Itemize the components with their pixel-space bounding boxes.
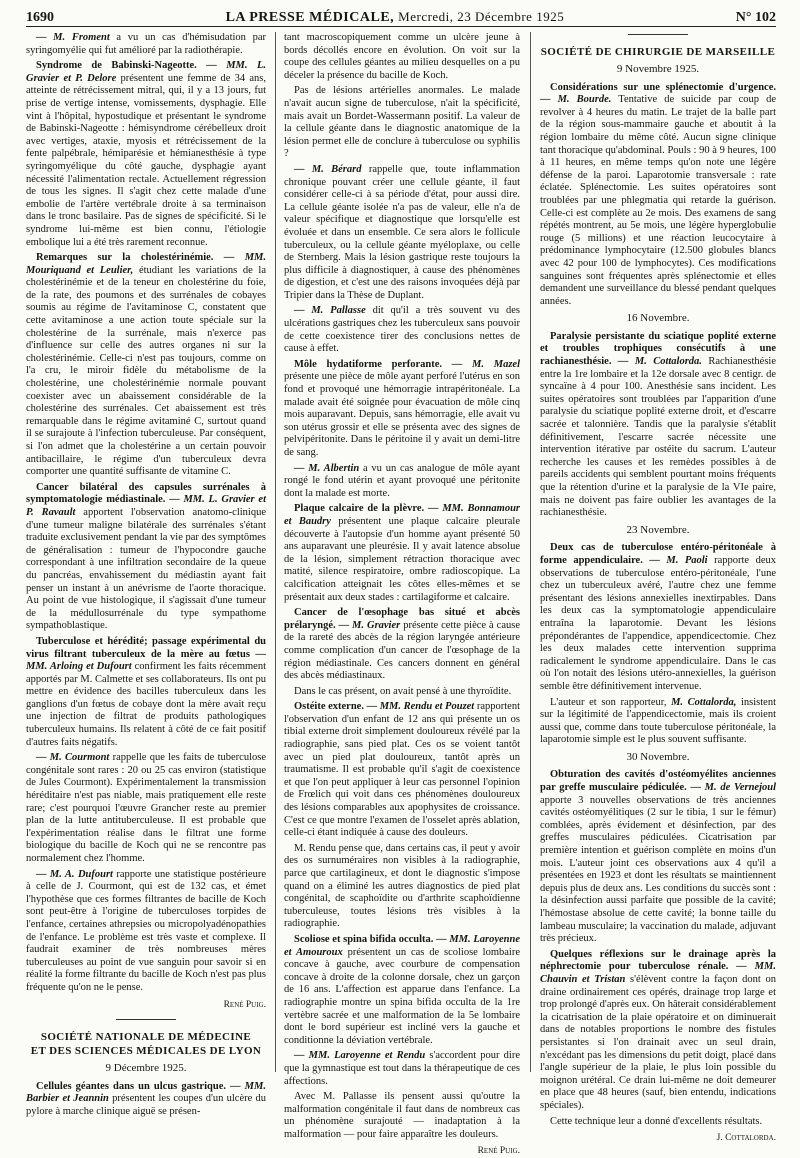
article-title: Syndrome de Babinski-Nageotte.	[36, 60, 197, 72]
section-title-line: SOCIÉTÉ NATIONALE DE MÉDECINE	[40, 1031, 252, 1044]
paragraph: Dans le cas présent, on avait pensé à une thyroïdite.	[294, 685, 512, 697]
paragraph-text: insistent sur la légitimité de l'appendicectomie, mais ils croient aussi que, comme dans toute tuberculose péritonéale, la laparotomie simple est le plus souvent suffisante.	[540, 696, 776, 746]
article-text: Tentative de suicide par coup de revolver à 4 heures du matin. Le trajet de la balle part de la région sous-mammaire gauche et aboutit à la région lombaire du même côté. Aucun signe clinique tant thoracique qu'abdominal. Pouls : 90 à 9 heures, 100 à 11 heures, en même temps qu'on note une légère défense de la paroi. Laparotomie transversale : rate éclatée. Splénectomie. Les suites opératoires sont troublées par une phlegmatia qui retarde la guérison. Celle-ci est complète au 2e mois. Des examens de sang répétés montrent, au 5e mois, une légère hyperglobulie rouge (5 millions) et une réaction leucocytaire à prédominance lymphocytaire (12.500 globules blancs avec 42 pour 100 de lymphocytes). Ces modifications sanguines sont fréquentes après splénectomie et elles demandent une surveillance du blessé pendant quelques années.	[540, 94, 776, 307]
section-date: 23 Novembre.	[626, 523, 690, 536]
paragraph	[284, 164, 520, 303]
section-date: 30 Novembre.	[626, 750, 690, 763]
author-names: — M. Mazel	[442, 358, 520, 370]
article	[540, 331, 776, 520]
article-title: Considérations sur une splénectomie d'urgence.	[550, 81, 776, 93]
author-names: — M. Albertin	[294, 462, 360, 474]
column-1	[26, 32, 267, 1117]
paragraph-text: a vu un cas analogue de môle ayant rongé le fond utérin et ayant provoqué une péritonite dont la malade est morte.	[284, 462, 521, 499]
section-title-line: ET DES SCIENCES MÉDICALES DE LYON	[30, 1045, 262, 1058]
paragraph: tant macroscopiquement comme un ulcère jeune à bords décollés encore en évolution. On voit sur la coupe des cellules géantes au milieu desquelles on a pu déceler la présence du bacille de Koch.	[284, 32, 520, 81]
paragraph-text: dit qu'il a très souvent vu des ulcérations gastriques chez les tuberculeux sans pouvoir de cette coexistence tirer des conclusions nettes de cause à effet.	[284, 305, 520, 355]
paragraph	[26, 752, 266, 865]
author-names: — M. Froment	[36, 32, 110, 43]
column-2	[284, 32, 521, 1157]
article	[26, 636, 266, 749]
paragraph: Pas de lésions artérielles anormales. Le malade n'avait aucun signe de tuberculose, n'ait la spécificité, mais avait un Bordet-Wassermann positif. La valeur de la cellule géante dans le diagnostic anatomique de la lésion permet elle de conclure à tuberculose ou syphilis ?	[284, 85, 520, 160]
issue-date: Mercredi, 23 Décembre 1925	[398, 9, 565, 24]
article-text: apporte 3 nouvelles observations de très anciennes cavités ostéomyélitiques (2 sur le tibia, 1 sur le fémur) comblées, après évidement et désinfection, par des greffes musculaires pédiculées. Cicatrisation par première intention et guérison complète en moins d'un mois. L'auteur joint ces observations aux 4 qu'il a présentées en 1923 et dont les résultats se maintiennent depuis plus de deux ans. Les conditions du succès sont : la désinfection aussi parfaite que possible de la cavité; l'hémostase absolue de cette cavité; la bonne taille du lambeau musculaire; la vaccination du malade, adjuvant très précieux.	[540, 794, 776, 945]
paragraph: M. Rendu pense que, dans certains cas, il peut y avoir des os surnuméraires non visibles à la radiographie, parce que cartilagineux, et dont le diagnostic s'impose quand on a éliminé les autres diagnostics de pied plat congénital, de scaphoïdite ou d'arthrite scaphoïdienne tuberculeuse, toutes lésions très visibles à la radiographie.	[284, 842, 520, 930]
article-text: rapporte deux observations de tuberculose entéro-péritonéale, l'une chez un tuberculeux avéré, l'autre chez une femme présentant des lésions annexielles inextirpables. Dans les deux cas la symptomatologie appendiculaire entraîna la laparotomie. Devant les lésions prépondérantes de l'appendice, appendicectomie. Chez les deux malades cette intervention supprima radicalement le syndrome appendiculaire. Dans le cas où l'on notait des lésions utéro-annexielles, la guérison semble être définitivement intervenue.	[540, 554, 776, 692]
section-date: 16 Novembre.	[626, 312, 690, 325]
article	[26, 1081, 266, 1119]
author-names: — M. Pallasse	[294, 305, 366, 317]
paragraph: Cette technique leur a donné d'excellents résultats.	[550, 1115, 763, 1127]
article	[540, 769, 776, 945]
signature: René Puig.	[223, 999, 266, 1010]
author-names: — MM. Laroyenne et Rendu	[294, 1050, 426, 1062]
author-names: — MM. Bonnamour et Baudry	[284, 503, 520, 527]
article-title: Scoliose et spina bifida occulta.	[294, 933, 434, 945]
article	[26, 252, 266, 479]
paragraph-text: L'auteur et son rapporteur,	[550, 696, 672, 708]
author-names: — M. Paoli	[642, 554, 708, 566]
article-title: Paralysie persistante du sciatique poplité externe et troubles trophiques consécutifs à une rachianesthésie.	[540, 330, 776, 368]
article	[26, 60, 266, 249]
paragraph	[26, 32, 266, 57]
author-names: — MM. Mouriquand et Leulier,	[26, 252, 266, 276]
paragraph-text: rappelle que, toute inflammation chronique pouvant créer une cellule géante, il faut considérer celle-ci à sa période d'état, pour aussi dire. La cellule géante isolée n'a pas de valeur, elle n'a de valeur spécifique et diagnostique que lorsqu'elle est évoluée et dans un ensemble. Ce sera alors le follicule tuberculeux, ou la cellule géante myéloplaxe, ou celle de Sternberg. Mais la lésion gastrique reste toujours la plus difficile à diagnostiquer, à cause des phénomènes de digestion, et c'est une des raisons invoquées déjà par Tripier dans la Thèse de Duplant.	[284, 163, 520, 301]
author-names: — M. Bérard	[294, 163, 362, 175]
article-title: Môle hydatiforme perforante.	[294, 358, 443, 370]
article	[284, 701, 520, 840]
article	[284, 359, 520, 460]
page-number: 1690	[26, 10, 54, 25]
article-text: présente cette pièce à cause de la rareté des abcès de la région laryngée antérieure comme complication d'un cancer de l'œsophage de la région médiastinale. Ces cancers donnent en général des abcès médiastinaux.	[284, 619, 520, 682]
article-title: Quelques réflexions sur le drainage après la néphrectomie pour tuberculose rénale.	[540, 948, 776, 973]
paragraph	[284, 463, 520, 501]
column-rule-2	[530, 32, 531, 1072]
article-text: présentent un cas de scoliose lombaire concave à gauche, avec courbure de compensation concave à droite de la colonne dorsale, chez un garçon de 16 ans. L'affection est apparue dans l'enfance. La radiographie montre un spina bifida occulta de la 1re vertèbre sacrée et une malformation de la 5e lombaire dont le bord supérieur est incliné vers la gauche et conditionne la déviation vertébrale.	[284, 946, 520, 1046]
article-title: Plaque calcaire de la plèvre.	[294, 503, 425, 515]
article	[26, 482, 266, 633]
journal-name: LA PRESSE MÉDICALE,	[225, 10, 395, 25]
author-names: — M. Gravier	[335, 619, 401, 631]
article-title: Ostéite externe.	[294, 701, 364, 713]
paragraph: Avec M. Pallasse ils pensent aussi qu'outre la malformation congénitale il faut dans de nombreux cas un phénomène surajouté — inadaptation à la malformation — pour faire apparaître les douleurs.	[284, 1091, 520, 1140]
article-text: confirment les faits récemment apportés par M. Calmette et ses collaborateurs. Ils ont pu mettre en évidence des bacilles tuberculeux dans les ganglions d'un fœtus de cobaye dont la mère avait reçu une injection de filtrat de produits pathologiques tuberculeux humains. Ils relatent à côté de ce fait positif d'autres faits négatifs.	[26, 661, 266, 748]
author-names: — M. de Vernejoul	[686, 782, 776, 794]
paragraph	[540, 697, 776, 747]
article-title: Tuberculose et hérédité; passage expérimental du virus filtrant tuberculeux de la mère au fœtus	[26, 635, 266, 660]
article	[284, 503, 520, 604]
section-date: 9 Novembre 1925.	[616, 63, 700, 75]
author-names: — MM. Laroyenne et Amouroux	[284, 933, 520, 958]
author-names: — M. Courmont	[36, 752, 110, 764]
article	[284, 607, 520, 683]
section-title	[26, 1030, 266, 1058]
article-title: Deux cas de tuberculose entéro-péritonéale à forme appendiculaire.	[540, 542, 776, 566]
section-title: SOCIÉTÉ DE CHIRURGIE DE MARSEILLE	[540, 46, 776, 58]
article-title: Cancer de l'œsophage bas situé et abcès prélaryngé.	[284, 607, 520, 631]
paragraph-text: rappelle que les faits de tuberculose congénitale sont rares : 20 ou 25 cas environ (statistique de Jules Courmont). Expérimentalement la transmission héréditaire n'est pas niable, mais pratiquement elle reste rare; c'est pourquoi l'œuvre Grancher reste au premier plan de la lutte antituberculeuse. Il est probable que l'expérimentation réalise dans le filtrat une forme biologique du bacille de Koch qui ne se rencontre pas normalement chez l'homme.	[26, 752, 266, 864]
section-divider	[628, 34, 688, 35]
paragraph	[284, 1050, 520, 1088]
paragraph	[26, 869, 266, 995]
article-text: présentent les coupes d'un ulcère du pylore à marche clinique aiguë se présen-	[26, 1093, 266, 1117]
page-header	[26, 4, 776, 27]
issue-number: N° 102	[735, 10, 776, 25]
author-names: — MM. Rendu et Pouzet	[363, 701, 475, 713]
author-names: M. Cottalorda,	[671, 696, 737, 708]
journal-title	[226, 9, 565, 26]
column-rule-1	[275, 32, 276, 1072]
article-text: présente une pièce de môle ayant perforé l'utérus en son fond et provoqué une hémorragie intrapéritonéale. La malade avait été soignée pour évacuation de môle cinq mois auparavant. Depuis, sans hémorragie, elle avait vu son utérus grossir et elle se présenta avec des signes de pelvipéritonite. Dans le péritoine il y avait un demi-litre de sang.	[284, 371, 520, 458]
article-text: s'élèvent contre la façon dont on draine ordinairement ces opérés, drainage trop large et trop prolongé d'après eux. On hâterait considérablement la cicatrisation de la plaie opératoire et on diminuerait dans de notables proportions le nombre des fistules persistantes si l'on drainait avec un seul drain, n'excédant pas les dimensions du petit doigt, placé dans l'angle supérieur de la plaie, le plus loin possible du moignon urétéral. Ce drain lui-même ne doit demeurer en place que 48 heures (sauf, bien entendu, indications spéciales).	[540, 973, 776, 1111]
author-names: — MM. L. Gravier et P. Delore	[26, 60, 266, 84]
article-text: présentent une plaque calcaire pleurale découverte à l'autopsie d'un homme ayant présenté 50 ans auparavant une pleurésie. Il y avait latence absolue de la lésion, simplement rétraction thoracique avec matité, silence respiratoire, ombre radioscopique. La calcification atteignait les côtes elles-mêmes et se présentait aux deux stades : cartilagiforme et calcaire.	[284, 515, 520, 603]
article-text: étudiant les variations de la cholestérinémie et de la teneur en cholestérine du foie, de la rate, des poumons et des surrénales de cobayes soumis au régime de l'avitaminose C, constatent que cette avitaminose a une action toute spéciale sur la cholestérine de la surrénale, mais n'exerce pas d'influence sur celle des autres organes ni sur la cholestérinémie. Celle-ci n'est pas toujours, comme on l'a cru, le miroir fidèle du métabolisme de la cholestérine, une cholestérinémie normale pouvant coexister avec un abaissement considérable de la cholestérine des surrénales. Cet abaissement est très remarquable dans le régime avitaminé C, surtout quand il se surajoute à l'infection tuberculeuse. Par conséquent, si l'on admet que la cholestérine a un certain pouvoir antibacillaire, le régime d'un tuberculeux devra comporter une quantité suffisante de vitamine C.	[26, 264, 266, 478]
column-3	[540, 32, 776, 1144]
author-names: — M. A. Dufourt	[36, 868, 113, 880]
signature: J. Cottalorda.	[716, 1133, 776, 1144]
author-names: — MM. L. Gravier et P. Ravault	[26, 494, 266, 518]
author-names: — MM. Barbier et Jeannin	[26, 1080, 266, 1105]
paragraph-text: s'accordent pour dire que la gymnastique est tout dans la thérapeutique de ces affections.	[284, 1050, 520, 1087]
author-names: — MM. Arloing et Dufourt	[26, 648, 267, 673]
article-title: Obturation des cavités d'ostéomyélites anciennes par greffe musculaire pédiculée.	[540, 769, 776, 794]
section-date: 9 Décembre 1925.	[105, 1062, 187, 1075]
author-names: — M. Bourde.	[540, 94, 612, 106]
article-title: Cellules géantes dans un ulcus gastrique.	[36, 1080, 226, 1092]
article-title: Cancer bilatéral des capsules surrénales à symptomatologie médiastinale.	[26, 481, 266, 506]
paragraph-text: a vu un cas d'hémisudation par syringomyélie qui fut amélioré par la radiothérapie.	[26, 32, 266, 56]
author-names: — MM. Chauvin et Tristan	[540, 961, 776, 985]
paragraph	[284, 305, 520, 355]
signature: René Puig.	[477, 1146, 520, 1157]
article-title: Remarques sur la cholestérinémie.	[36, 252, 214, 264]
article	[540, 949, 776, 1113]
article	[284, 934, 520, 1047]
article	[540, 82, 776, 309]
author-names: — M. Cottalorda.	[611, 356, 702, 368]
article-text: apportent l'observation anatomo-clinique d'une tumeur maligne bilatérale des surrénales s'étant traduite exclusivement pendant la vie par des symptômes de généralisation : tumeur de l'hypocondre gauche correspondant à une infiltration secondaire de la queue du pancréas, envahissement du médiastin ayant fait penser un instant à un anévrisme de l'aorte thoracique. Au point de vue histologique, il s'agissait d'une tumeur de la médullosurrénale du type sympathome sympathoblastique.	[26, 506, 266, 632]
article-text: Rachianesthésie entre la 1re lombaire et la 12e dorsale avec 8 centigr. de syncaïne à 4 pour 100. Anesthésie sans incident. Les suites opératoires sont troublées par l'apparition d'une paralysie du sciatique poplité externe droit, et d'escarre sacrée et talonnière. Tandis que la paralysie s'établit définitivement, l'escarre sacrée nécessite une intervention itérative par ostéite du sacrum. L'auteur recherche les causes et les remèdes possibles à de pareils accidents qui semblent pourtant moins fréquents que la rétention d'urine et la paralysie de la VIe paire, mais ne doivent pas faire oublier les avantages de la rachianesthésie.	[540, 356, 776, 519]
article-text: présentent une femme de 34 ans, atteinte de rétrécissement mitral, qui, il y a 13 jours, fut prise de vertige intense, vomissements, dysphagie. Elle vint à l'hôpital, hypostudique et présentant le syndrome de Babinski-Nageotte : hémisyndrome cérébelleux droit avec vertiges, ataxie, myosis et rétrécissement de la fente palpébrale, hémiparésie et hémianesthésie à type syringomyélique du côté gauche, dysphagie ayant nécessité l'alimentation rectale. Actuellement régression de tous les signes. Il s'agit chez cette malade d'une embolie de l'artère vertébrale droite à sa terminaison dans le tronc basilaire. Pas de signes de spécificité. Si le syndrome lui-même est bien connu, l'étiologie embolique lui a été très rarement reconnue.	[26, 72, 266, 248]
article-text: rapportent l'observation d'un enfant de 12 ans qui présente un os tibial externe droit simplement douloureux révélé par la radiographie, sans pied plat. Ces os se voient tantôt avec un pied plat douloureux, tantôt après un traumatisme. Il est probable qu'il s'agit de coexistence et que l'on peut appliquer à leur cas personnel l'opinion de Frœlich qui voit dans ces phénomènes douloureux des lésions comparables aux apophysites de croissance. C'est ce que montre l'examen de l'osselet après ablation, celle-ci étant indiquée à cause des douleurs.	[284, 701, 521, 839]
paragraph-text: rapporte une statistique postérieure à celle de J. Courmont, qui est de 132 cas, et émet l'hypothèse que ces formes filtrantes de bacille de Koch sont peut-être à l'origine de tuberculoses torpides de l'enfance, certaines athrepsies ou micropolyadénopathies de l'enfance. Le problème est très vaste et complexe. Il faudrait examiner de très nombreuses mères tuberculeuses au point de vue sanguin pour savoir si en réalité la forme filtrante du bacille de Koch n'est pas plus fréquente qu'on ne le pense.	[26, 868, 266, 993]
section-divider	[116, 1019, 176, 1020]
article	[540, 542, 776, 693]
